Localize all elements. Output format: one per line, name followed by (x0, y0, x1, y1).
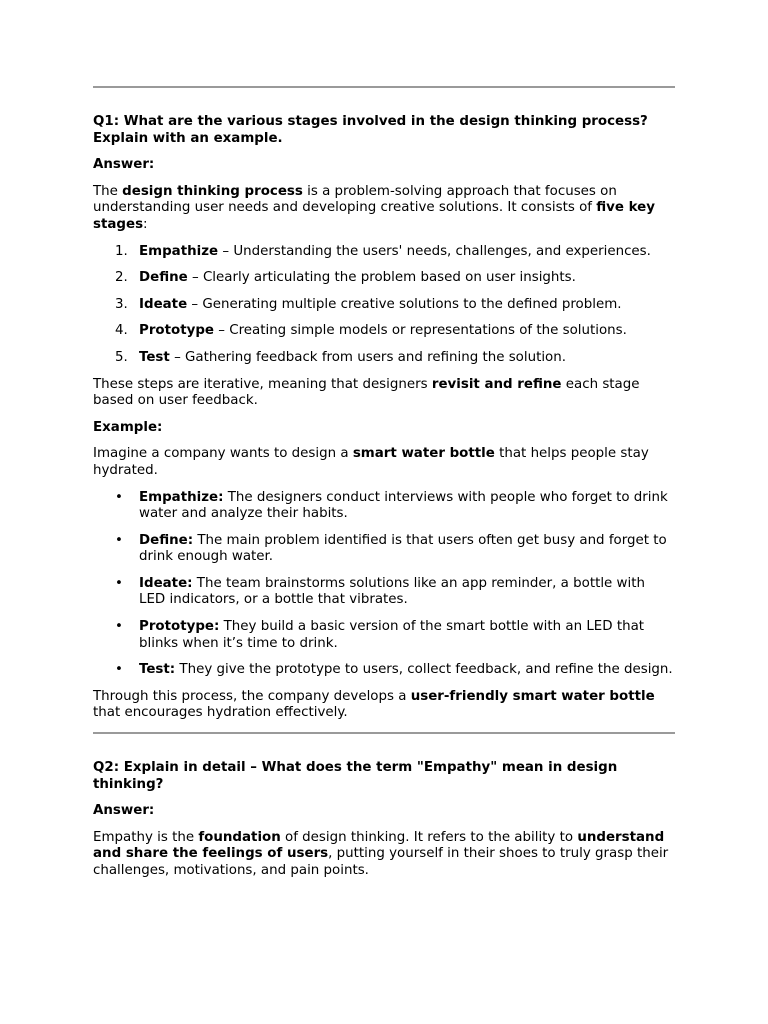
example-list (93, 490, 675, 679)
q1-conclusion-paragraph (93, 689, 675, 722)
stage-term: Empathize (139, 243, 219, 259)
stage-description: – Creating simple models or representations of the solutions. (214, 323, 627, 339)
example-description: The designers conduct interviews with people who forget to drink water and analyze their habits. (139, 489, 668, 522)
q1-example-intro (93, 446, 675, 479)
q1-conclusion-text-1: Through this process, the company develops a (93, 688, 411, 704)
bullet-icon: • (115, 575, 123, 591)
example-term: Test: (139, 662, 176, 678)
stage-term: Define (139, 270, 188, 286)
q1-intro-paragraph (93, 184, 675, 234)
stage-description: – Understanding the users' needs, challenges, and experiences. (218, 243, 651, 259)
example-term: Empathize: (139, 489, 224, 505)
example-description: The team brainstorms solutions like an app reminder, a bottle with LED indicators, or a bottle that vibrates. (139, 575, 645, 608)
q2-title: Q2: Explain in detail – What does the term "Empathy" mean in design thinking? (93, 760, 618, 792)
q1-example-text-2: that helps people stay hydrated. (93, 446, 649, 478)
q1-iterative-bold: revisit and refine (431, 376, 562, 392)
example-item-ideate (93, 576, 675, 609)
q1-intro-bold-2: five key stages (93, 200, 655, 232)
stage-number: 4. (115, 323, 128, 339)
q1-example-text-1: Imagine a company wants to design a (93, 446, 353, 462)
q1-intro-text-3: : (143, 216, 148, 232)
example-description: They give the prototype to users, collect feedback, and refine the design. (175, 662, 673, 678)
q2-intro-text-1: Empathy is the (93, 829, 199, 845)
stage-description: – Generating multiple creative solutions to the defined problem. (187, 296, 622, 312)
document-page (93, 86, 675, 880)
q1-example-bold: smart water bottle (352, 446, 495, 462)
q1-iterative-text-2: each stage based on user feedback. (93, 376, 640, 409)
stage-number: 5. (115, 349, 128, 365)
q2-intro-text-2: of design thinking. It refers to the ability to (280, 829, 578, 845)
stage-description: – Clearly articulating the problem based on user insights. (187, 270, 576, 286)
stage-item-empathize (93, 244, 675, 261)
q1-iterative-paragraph (93, 377, 675, 410)
stage-item-ideate (93, 297, 675, 314)
q1-iterative-text-1: These steps are iterative, meaning that designers (93, 376, 432, 392)
q1-example-label: Example: (93, 419, 163, 435)
stage-term: Ideate (139, 296, 188, 312)
example-item-define (93, 533, 675, 566)
bullet-icon: • (115, 619, 123, 635)
example-item-prototype (93, 619, 675, 652)
q1-conclusion-bold: user-friendly smart water bottle (410, 688, 655, 704)
stage-term: Prototype (139, 323, 215, 339)
q1-title: Q1: What are the various stages involved in the design thinking process? Explain with an example. (93, 114, 648, 146)
bullet-icon: • (115, 662, 123, 678)
stage-item-define (93, 270, 675, 287)
stage-number: 2. (115, 270, 128, 286)
example-term: Prototype: (139, 619, 220, 635)
example-item-test (93, 662, 675, 679)
q1-conclusion-text-2: that encourages hydration effectively. (93, 705, 348, 721)
stage-number: 1. (115, 243, 128, 259)
stage-description: – Gathering feedback from users and refining the solution. (169, 349, 566, 365)
q2-intro-bold-2: understand and share the feelings of users (93, 829, 665, 862)
stages-list (93, 244, 675, 367)
q2-intro-text-3: , putting yourself in their shoes to truly grasp their challenges, motivations, and pain points. (93, 846, 669, 878)
bullet-icon: • (115, 532, 123, 548)
stage-item-test (93, 350, 675, 367)
q2-answer-label: Answer: (93, 803, 155, 819)
stage-item-prototype (93, 323, 675, 340)
example-item-empathize (93, 490, 675, 523)
example-term: Define: (139, 532, 194, 548)
example-description: They build a basic version of the smart bottle with an LED that blinks when it’s time to drink. (139, 619, 645, 651)
stage-number: 3. (115, 296, 128, 312)
bullet-icon: • (115, 489, 123, 505)
q2-intro-bold-1: foundation (198, 829, 281, 845)
stage-term: Test (139, 349, 170, 365)
q1-answer-label: Answer: (93, 157, 155, 173)
example-description: The main problem identified is that users often get busy and forget to drink enough water. (139, 532, 667, 565)
q2-intro-paragraph (93, 830, 675, 880)
q1-intro-text-2: is a problem-solving approach that focuses on understanding user needs and developing creative solutions. It consists of (93, 183, 617, 216)
example-term: Ideate: (139, 575, 193, 591)
q1-intro-text-1: The (93, 183, 123, 199)
q1-intro-bold-1: design thinking process (122, 183, 303, 199)
